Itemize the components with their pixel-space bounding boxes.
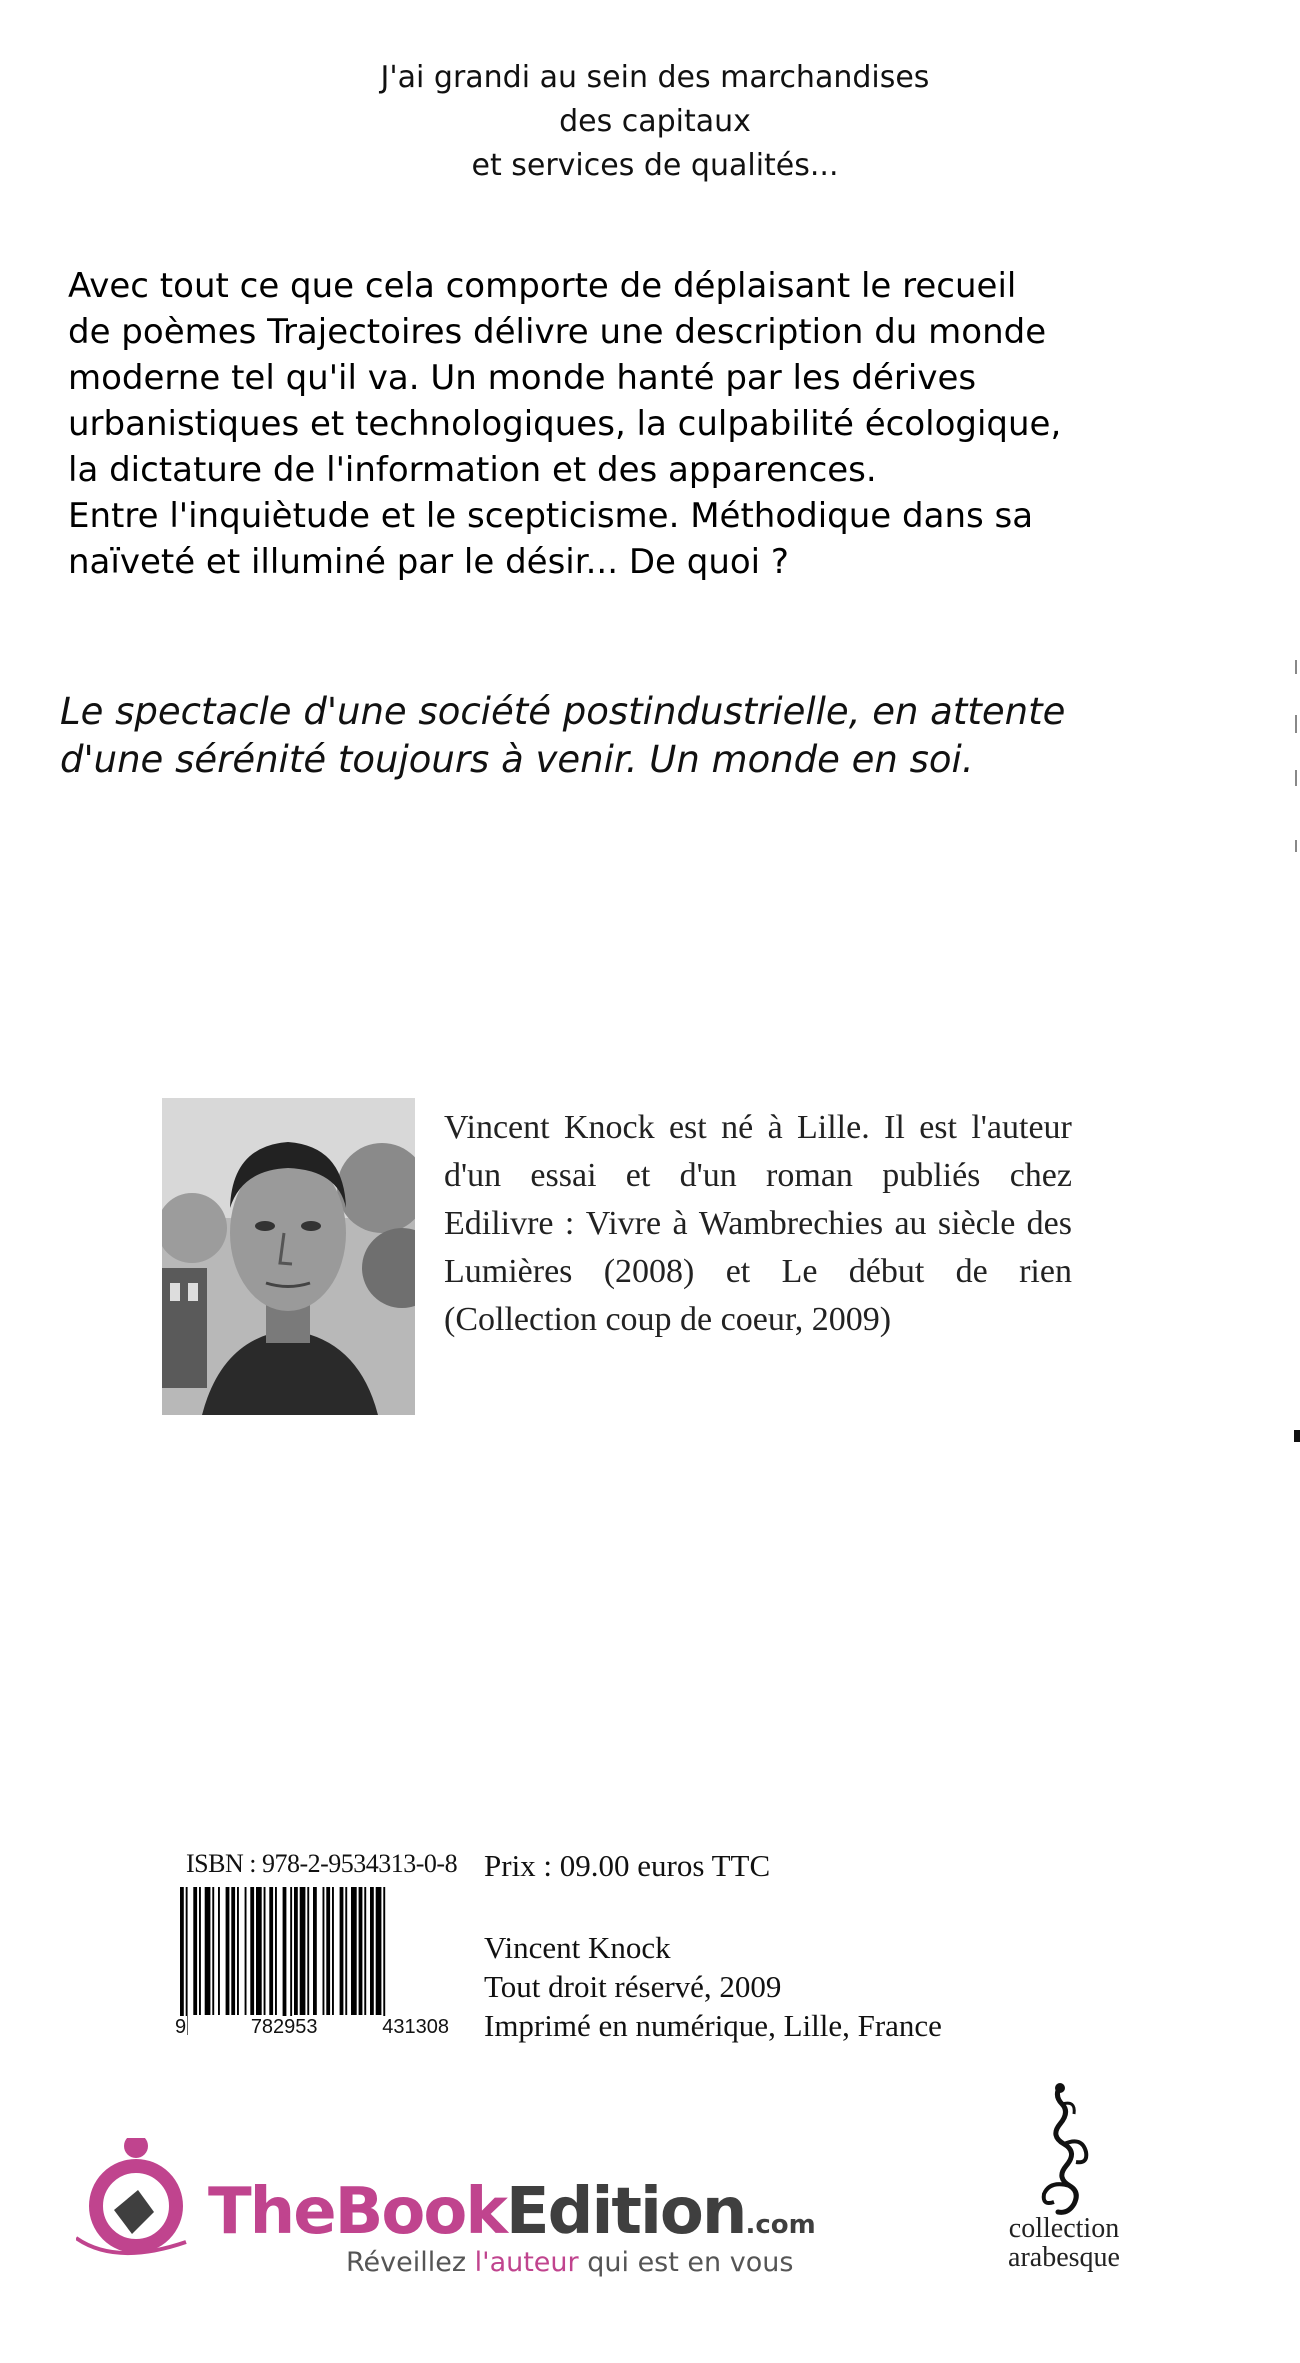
publisher-wordmark: TheBookEdition.com: [208, 2175, 816, 2249]
barcode-bar: [264, 1887, 266, 2015]
blurb-line: naïveté et illuminé par le désir... De quoi ?: [68, 542, 789, 582]
barcode-bar: [256, 1887, 262, 2015]
imprint-printing: Imprimé en numérique, Lille, France: [484, 2008, 942, 2043]
barcode-bar: [226, 1887, 230, 2015]
tagline-line: Le spectacle d'une société postindustrielle, en attente: [60, 690, 1066, 733]
isbn-label: ISBN : 978-2-9534313-0-8: [186, 1849, 458, 1878]
book-blurb: [68, 263, 1218, 585]
barcode-bar: [359, 1887, 363, 2015]
bio-line: Lumières (2008) et Le début de rien: [444, 1253, 1072, 1290]
barcode-bar: [323, 1887, 325, 2015]
barcode-bar: [376, 1887, 382, 2015]
tagline-line: d'une sérénité toujours à venir. Un monde en soi.: [60, 738, 974, 781]
barcode-bar: [180, 1887, 184, 2035]
epigraph: [330, 56, 980, 188]
tagline: [60, 688, 1240, 784]
barcode-bar: [245, 1887, 247, 2015]
barcode-bar: [345, 1887, 347, 2015]
barcode-digit-group: 782953: [250, 2016, 318, 2038]
barcode-digit-group: 431308: [382, 2016, 449, 2038]
imprint: [484, 1928, 942, 2045]
arabesque-ornament-icon: [1030, 2082, 1100, 2217]
bio-line: d'un essai et d'un roman publiés chez: [444, 1157, 1072, 1194]
barcode-bar: [294, 1887, 298, 2015]
barcode-bar: [218, 1887, 220, 2015]
barcode-bar: [199, 1887, 201, 2015]
imprint-author: Vincent Knock: [484, 1930, 671, 1965]
barcode-bar: [340, 1887, 344, 2015]
barcode-bar: [351, 1887, 357, 2015]
barcode-bar: [307, 1887, 309, 2015]
collection-line: arabesque: [1008, 2242, 1120, 2273]
epigraph-line: et services de qualités...: [471, 148, 839, 183]
author-photo: [162, 1098, 415, 1415]
barcode-bar: [237, 1887, 239, 2015]
barcode-bar: [250, 1887, 254, 2015]
epigraph-line: des capitaux: [559, 104, 751, 139]
barcode-bar: [275, 1887, 277, 2015]
barcode-bar: [383, 1887, 385, 2035]
blurb-line: de poèmes Trajectoires délivre une description du monde: [68, 312, 1047, 352]
barcode-bar: [313, 1887, 317, 2015]
blurb-line: Avec tout ce que cela comporte de déplaisant le recueil: [68, 266, 1017, 306]
barcode-bar: [332, 1887, 334, 2015]
publisher-tagline: Réveillez l'auteur qui est en vous: [346, 2247, 794, 2278]
collection-line: collection: [1008, 2213, 1120, 2244]
author-bio: [444, 1104, 1072, 1344]
barcode-bar: [186, 1887, 188, 2035]
barcode-bar: [193, 1887, 197, 2015]
price: Prix : 09.00 euros TTC: [484, 1848, 771, 1883]
collection-label: [994, 2214, 1134, 2272]
barcode-bar: [283, 1887, 287, 2035]
blurb-line: moderne tel qu'il va. Un monde hanté par les dérives: [68, 358, 977, 398]
barcode-bar: [290, 1887, 292, 2035]
spine-edge-marks: [1292, 640, 1300, 1460]
barcode-bar: [231, 1887, 235, 2015]
barcode-bar: [370, 1887, 374, 2015]
imprint-rights: Tout droit réservé, 2009: [484, 1969, 782, 2004]
barcode-bar: [326, 1887, 330, 2015]
barcode-bar: [205, 1887, 211, 2015]
bio-line: (Collection coup de coeur, 2009): [444, 1301, 892, 1338]
barcode-bar: [212, 1887, 214, 2015]
barcode-bar: [364, 1887, 366, 2015]
epigraph-line: J'ai grandi au sein des marchandises: [380, 60, 930, 95]
barcode-digits: [174, 2016, 450, 2039]
blurb-line: urbanistiques et technologiques, la culpabilité écologique,: [68, 404, 1062, 444]
bio-line: Edilivre : Vivre à Wambrechies au siècle des: [444, 1205, 1072, 1242]
barcode-bar: [300, 1887, 306, 2015]
blurb-line: la dictature de l'information et des apparences.: [68, 450, 877, 490]
bio-line: Vincent Knock est né à Lille. Il est l'auteur: [444, 1109, 1072, 1146]
barcode-bar: [269, 1887, 273, 2015]
barcode-digit-group: 9: [175, 2016, 187, 2038]
blurb-line: Entre l'inquiètude et le scepticisme. Méthodique dans sa: [68, 496, 1034, 536]
